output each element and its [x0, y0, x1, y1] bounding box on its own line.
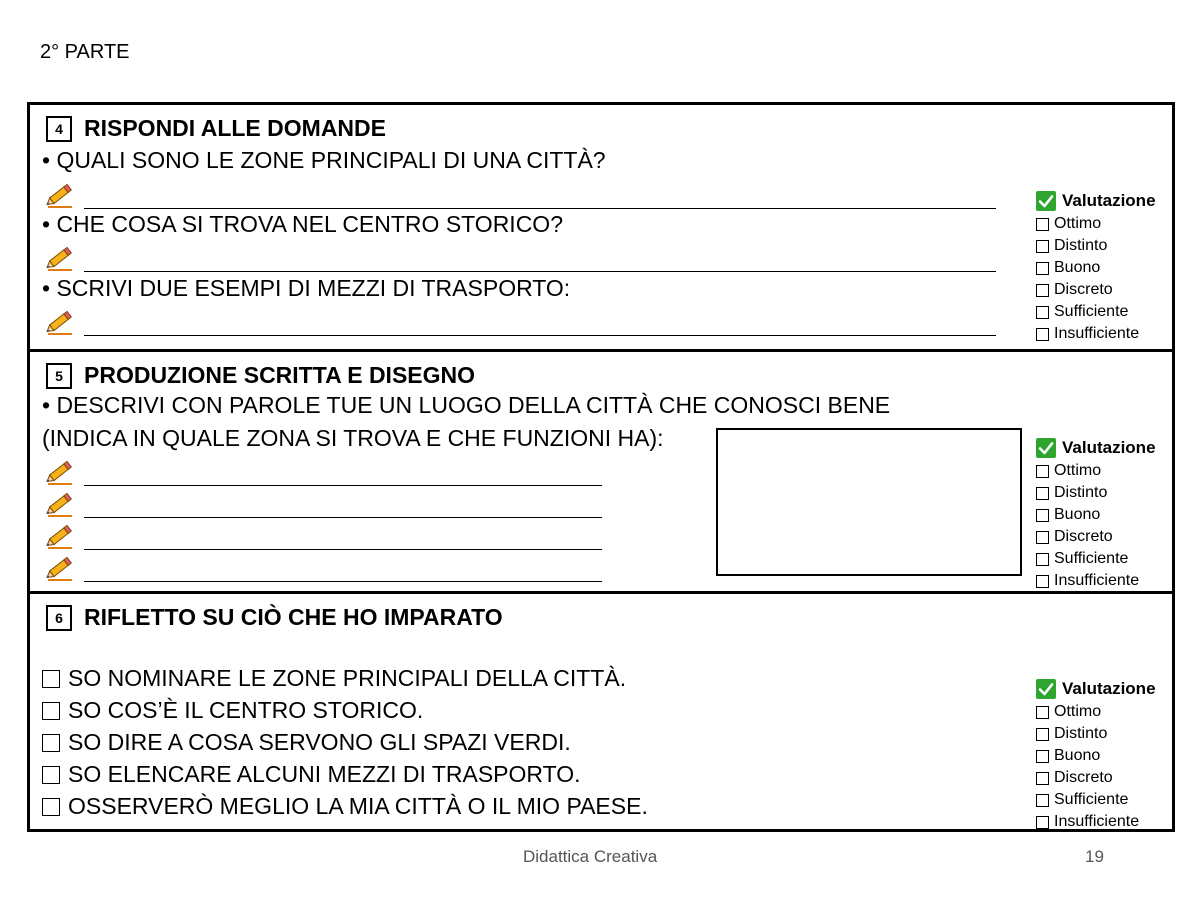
- page-number: 19: [1085, 847, 1104, 866]
- reflection-item-label: SO NOMINARE LE ZONE PRINCIPALI DELLA CITTÀ.: [68, 665, 627, 691]
- evaluation-option[interactable]: [1036, 257, 1156, 279]
- checkbox-icon[interactable]: [1036, 750, 1049, 763]
- evaluation-option-label: Distinto: [1054, 725, 1108, 742]
- section-5-number: 5: [46, 363, 72, 389]
- evaluation-option[interactable]: [1036, 745, 1156, 767]
- answer-line-1[interactable]: [44, 181, 996, 209]
- footer-brand: Didattica Creativa: [523, 847, 658, 866]
- writing-rule[interactable]: [84, 563, 602, 582]
- reflection-item-1[interactable]: [42, 665, 626, 692]
- evaluation-option[interactable]: [1036, 701, 1156, 723]
- evaluation-option-label: Insufficiente: [1054, 325, 1140, 342]
- writing-line-2[interactable]: [44, 490, 602, 518]
- evaluation-option-label: Buono: [1054, 747, 1101, 764]
- checkbox-icon[interactable]: [1036, 218, 1049, 231]
- checkbox-icon[interactable]: [42, 798, 60, 816]
- section-6: [30, 591, 1172, 832]
- evaluation-title: Valutazione: [1062, 438, 1156, 457]
- evaluation-option-label: Insufficiente: [1054, 813, 1140, 830]
- writing-line-3[interactable]: [44, 522, 602, 550]
- reflection-item-label: SO DIRE A COSA SERVONO GLI SPAZI VERDI.: [68, 729, 571, 755]
- evaluation-option[interactable]: [1036, 235, 1156, 257]
- checkbox-icon[interactable]: [42, 766, 60, 784]
- question-3: • SCRIVI DUE ESEMPI DI MEZZI DI TRASPORTO:: [42, 275, 571, 301]
- writing-rule[interactable]: [84, 531, 602, 550]
- evaluation-option-label: Discreto: [1054, 281, 1113, 298]
- pencil-icon: [44, 458, 76, 486]
- evaluation-option-label: Ottimo: [1054, 703, 1102, 720]
- evaluation-option-label: Sufficiente: [1054, 550, 1129, 567]
- answer-rule[interactable]: [84, 317, 996, 336]
- evaluation-title: Valutazione: [1062, 679, 1156, 698]
- evaluation-option-label: Discreto: [1054, 528, 1113, 545]
- evaluation-option[interactable]: [1036, 279, 1156, 301]
- evaluation-option[interactable]: [1036, 526, 1156, 548]
- evaluation-title: Valutazione: [1062, 191, 1156, 210]
- checkbox-icon[interactable]: [1036, 262, 1049, 275]
- pencil-icon: [44, 181, 76, 209]
- checkbox-icon[interactable]: [1036, 553, 1049, 566]
- section-5-prompt-2: (INDICA IN QUALE ZONA SI TROVA E CHE FUNZIONI HA):: [42, 425, 664, 451]
- section-5-title: PRODUZIONE SCRITTA E DISEGNO: [84, 362, 476, 388]
- pencil-icon: [44, 308, 76, 336]
- pencil-icon: [44, 244, 76, 272]
- evaluation-header: [1036, 189, 1156, 213]
- evaluation-option[interactable]: [1036, 460, 1156, 482]
- section-6-header: [46, 604, 503, 631]
- evaluation-option[interactable]: [1036, 482, 1156, 504]
- evaluation-option[interactable]: [1036, 570, 1156, 592]
- section-4-header: [46, 115, 386, 142]
- reflection-item-4[interactable]: [42, 761, 581, 788]
- evaluation-option[interactable]: [1036, 811, 1156, 833]
- pencil-icon: [44, 522, 76, 550]
- evaluation-option[interactable]: [1036, 213, 1156, 235]
- evaluation-option-label: Distinto: [1054, 484, 1108, 501]
- drawing-box[interactable]: [716, 428, 1022, 576]
- evaluation-option-label: Discreto: [1054, 769, 1113, 786]
- writing-line-1[interactable]: [44, 458, 602, 486]
- section-6-title: RIFLETTO SU CIÒ CHE HO IMPARATO: [84, 604, 503, 630]
- checkbox-icon[interactable]: [1036, 794, 1049, 807]
- answer-line-3[interactable]: [44, 308, 996, 336]
- answer-rule[interactable]: [84, 190, 996, 209]
- checkbox-icon[interactable]: [1036, 772, 1049, 785]
- reflection-item-3[interactable]: [42, 729, 571, 756]
- checkmark-icon: [1036, 679, 1056, 699]
- checkbox-icon[interactable]: [42, 702, 60, 720]
- evaluation-option-label: Ottimo: [1054, 215, 1102, 232]
- writing-rule[interactable]: [84, 499, 602, 518]
- checkmark-icon: [1036, 191, 1056, 211]
- checkbox-icon[interactable]: [1036, 465, 1049, 478]
- writing-rule[interactable]: [84, 467, 602, 486]
- reflection-item-5[interactable]: [42, 793, 648, 820]
- question-2: • CHE COSA SI TROVA NEL CENTRO STORICO?: [42, 211, 563, 237]
- pencil-icon: [44, 490, 76, 518]
- section-6-number: 6: [46, 605, 72, 631]
- question-1: • QUALI SONO LE ZONE PRINCIPALI DI UNA CITTÀ?: [42, 147, 606, 173]
- checkbox-icon[interactable]: [1036, 328, 1049, 341]
- pencil-icon: [44, 554, 76, 582]
- checkmark-icon: [1036, 438, 1056, 458]
- evaluation-option[interactable]: [1036, 789, 1156, 811]
- evaluation-panel-6: [1036, 677, 1156, 833]
- checkbox-icon[interactable]: [1036, 531, 1049, 544]
- checkbox-icon[interactable]: [1036, 487, 1049, 500]
- section-5-prompt-1: • DESCRIVI CON PAROLE TUE UN LUOGO DELLA CITTÀ CHE CONOSCI BENE: [42, 392, 891, 418]
- evaluation-option[interactable]: [1036, 301, 1156, 323]
- evaluation-option-label: Distinto: [1054, 237, 1108, 254]
- answer-line-2[interactable]: [44, 244, 996, 272]
- checkbox-icon[interactable]: [1036, 509, 1049, 522]
- evaluation-option-label: Insufficiente: [1054, 572, 1140, 589]
- section-4: [30, 105, 1172, 346]
- checkbox-icon[interactable]: [1036, 240, 1049, 253]
- checkbox-icon[interactable]: [1036, 706, 1049, 719]
- worksheet-frame: [27, 102, 1175, 832]
- evaluation-header: [1036, 677, 1156, 701]
- evaluation-option[interactable]: [1036, 723, 1156, 745]
- section-4-number: 4: [46, 116, 72, 142]
- reflection-item-2[interactable]: [42, 697, 423, 724]
- section-5-header: [46, 362, 475, 389]
- section-5: [30, 349, 1172, 591]
- reflection-item-label: SO ELENCARE ALCUNI MEZZI DI TRASPORTO.: [68, 761, 581, 787]
- checkbox-icon[interactable]: [42, 670, 60, 688]
- evaluation-option-label: Sufficiente: [1054, 791, 1129, 808]
- evaluation-option[interactable]: [1036, 548, 1156, 570]
- evaluation-panel-5: [1036, 436, 1156, 592]
- reflection-item-label: SO COS’È IL CENTRO STORICO.: [68, 697, 424, 723]
- evaluation-panel-4: [1036, 189, 1156, 345]
- writing-line-4[interactable]: [44, 554, 602, 582]
- evaluation-option[interactable]: [1036, 323, 1156, 345]
- evaluation-header: [1036, 436, 1156, 460]
- evaluation-option[interactable]: [1036, 504, 1156, 526]
- section-4-title: RISPONDI ALLE DOMANDE: [84, 115, 386, 141]
- evaluation-option-label: Buono: [1054, 506, 1101, 523]
- part-title: 2° PARTE: [40, 41, 130, 63]
- checkbox-icon[interactable]: [42, 734, 60, 752]
- checkbox-icon[interactable]: [1036, 728, 1049, 741]
- checkbox-icon[interactable]: [1036, 816, 1049, 829]
- evaluation-option[interactable]: [1036, 767, 1156, 789]
- evaluation-option-label: Ottimo: [1054, 462, 1102, 479]
- answer-rule[interactable]: [84, 253, 996, 272]
- checkbox-icon[interactable]: [1036, 306, 1049, 319]
- evaluation-option-label: Buono: [1054, 259, 1101, 276]
- checkbox-icon[interactable]: [1036, 575, 1049, 588]
- reflection-item-label: OSSERVERÒ MEGLIO LA MIA CITTÀ O IL MIO PAESE.: [68, 793, 648, 819]
- evaluation-option-label: Sufficiente: [1054, 303, 1129, 320]
- checkbox-icon[interactable]: [1036, 284, 1049, 297]
